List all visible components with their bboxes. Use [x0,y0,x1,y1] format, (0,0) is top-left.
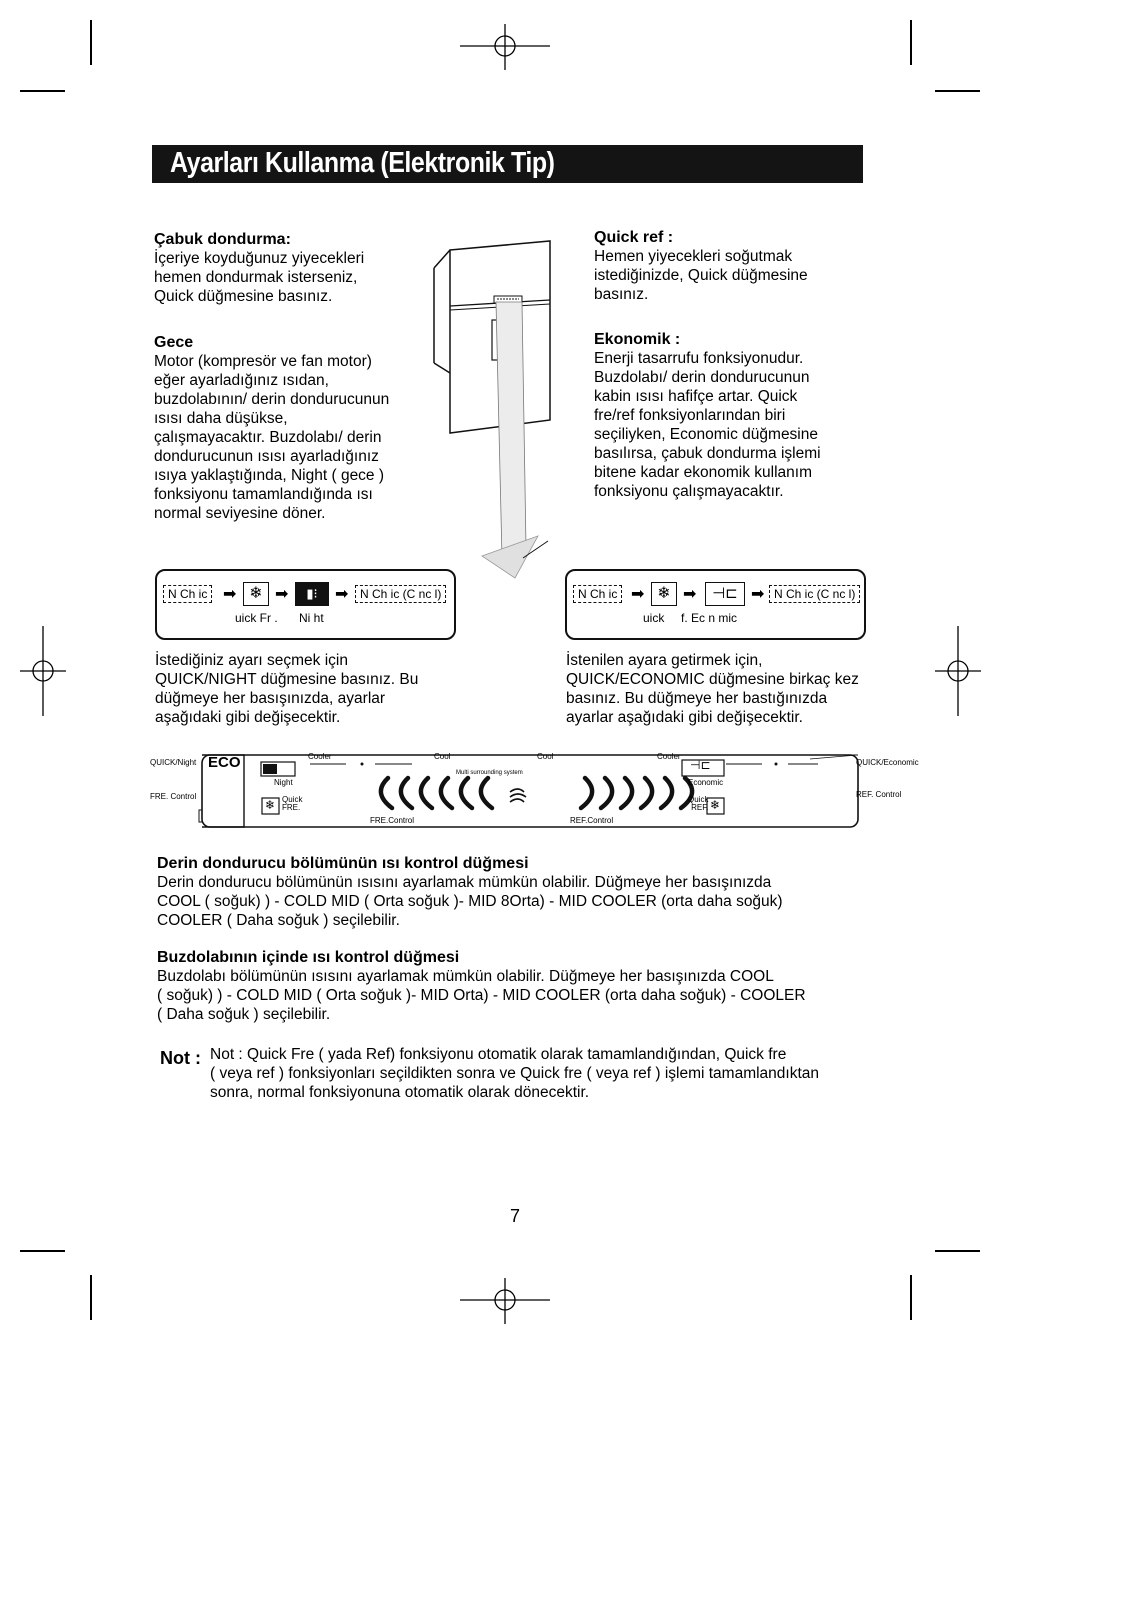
section-title: Ekonomik : [594,331,681,348]
fre-control-label: FRE. Control [150,792,197,801]
section-night [154,333,444,523]
section-body: İçeriye koyduğunuz yiyecekleri hemen dondurmak isterseniz, Quick düğmesine basınız. [154,250,365,305]
quick-economic-label: QUICK/Economic [856,758,919,767]
economic-label: Economic [688,778,724,787]
section-title: Quick ref : [594,229,674,246]
multi-surrounding-label: Multi surrounding system [456,770,523,776]
registration-mark-icon [460,1278,550,1324]
registration-mark-icon [20,626,66,716]
registration-mark-icon [935,626,981,716]
section-title: Buzdolabının içinde ısı kontrol düğmesi [157,949,460,966]
crop-mark [90,1275,92,1320]
plug-icon: ⊣⊏ [690,758,711,772]
section-quick-ref [594,228,874,304]
cool-left-label: Cool [434,752,451,761]
arrow-icon: ➡ [335,586,349,603]
snowflake-icon: ❄ [265,798,276,812]
normal-cancel-state-label: N Ch ic (C nc l) [769,585,860,603]
arrow-icon: ➡ [631,586,645,603]
eco-label: ECO [208,754,241,771]
section-title: Derin dondurucu bölümünün ısı kontrol düğmesi [157,855,529,872]
crop-mark [910,20,912,65]
night-caption: Ni ht [299,611,324,625]
normal-cancel-state-label: N Ch ic (C nc l) [355,585,446,603]
control-panel-outline [150,750,910,835]
cooler-right-label: Cooler [657,752,681,761]
section-economic [594,330,884,501]
section-quick-freeze [154,230,434,306]
section-fridge-control [157,948,897,1024]
right-instruction: İstenilen ayara getirmek için, QUICK/ECONOMIC düğmesine birkaç kez basınız. Bu düğmeye her bastığınızda ayarlar aşağıdaki gibi değişecektir. [566,652,859,726]
arrow-icon: ➡ [275,586,289,603]
cool-right-label: Cool [537,752,554,761]
quick-fre-caption: uick Fr . [235,611,278,625]
section-body: Motor (kompresör ve fan motor) eğer ayarladığınız ısıdan, buzdolabının/ derin dondurucunun ısısı daha düşükse, çalışmayacaktır. Buzdolabı/ derin dondurucunun ısısı ayarladığınız ısıya yaklaştığında, Night ( gece ) fonksiyonu tamamlandığında ısı normal seviyesine döner. [154,353,390,522]
normal-state-label: N Ch ic [573,585,622,603]
crop-mark [910,1275,912,1320]
quick-ref-label: Quick REF. [688,795,709,812]
crop-mark [90,20,92,65]
arrow-icon: ➡ [683,586,697,603]
section-body: Hemen yiyecekleri soğutmak istediğinizde, Quick düğmesine basınız. [594,248,808,303]
arrow-icon: ➡ [751,586,765,603]
arrow-icon: ➡ [223,586,237,603]
quick-night-diagram [155,569,456,640]
night-label: Night [274,778,293,787]
crop-mark [20,1250,65,1252]
section-body: Enerji tasarrufu fonksiyonudur. Buzdolabı/ derin dondurucunun kabin ısısı hafifçe artar. Quick fre/ref fonksiyonlarından biri seçiliyken, Economic düğmesine basılırsa, çabuk dondurma işlemi bitene kadar ekonomik kullanım fonksiyonu çalışmayacaktır. [594,350,821,500]
ref-control-label: REF. Control [856,790,902,799]
crop-mark [935,90,980,92]
snowflake-icon: ❄ [651,582,677,606]
section-body: Derin dondurucu bölümünün ısısını ayarlamak mümkün olabilir. Düğmeye her basışınızda COOL ( soğuk) ) - COLD MID ( Orta soğuk )- MID 8Orta) - MID COOLER (orta daha soğuk) COOLER ( Daha soğuk ) seçilebilir. [157,874,783,929]
quick-caption: uick [643,611,665,625]
refrigerator-illustration [430,238,560,588]
quick-fre-label: Quick FRE. [282,795,303,812]
page-title-bar [152,145,863,183]
crop-mark [20,90,65,92]
registration-mark-icon [460,24,550,70]
page-title: Ayarları Kullanma (Elektronik Tip) [170,147,555,179]
page-number: 7 [510,1206,521,1226]
normal-state-label: N Ch ic [163,585,212,603]
quick-economic-diagram [565,569,866,640]
left-instruction: İstediğiniz ayarı seçmek için QUICK/NIGHT düğmesine basınız. Bu düğmeye her basışınızda, ayarlar aşağıdaki gibi değişecektir. [155,652,419,726]
quick-night-label: QUICK/Night [150,758,197,767]
night-fan-icon: ▮⁝ [295,582,329,606]
ref-control-bottom-label: REF.Control [570,816,614,825]
snowflake-icon: ❄ [710,798,721,812]
snowflake-icon: ❄ [243,582,269,606]
crop-mark [935,1250,980,1252]
section-title: Çabuk dondurma: [154,231,291,248]
note-label: Not : [160,1048,201,1068]
section-body: Buzdolabı bölümünün ısısını ayarlamak mümkün olabilir. Düğmeye her basışınızda COOL ( soğuk) ) - COLD MID ( Orta soğuk )- MID Orta) - MID COOLER (orta daha soğuk) - COOLER ( Daha soğuk ) seçilebilir. [157,968,806,1023]
ref-economic-caption: f. Ec n mic [681,611,738,625]
section-freezer-control [157,854,897,930]
note-body: Not : Quick Fre ( yada Ref) fonksiyonu otomatik olarak tamamlandığından, Quick fre ( veya ref ) fonksiyonları seçildikten sonra ve Quick fre ( veya ref ) işlemi tamamlandıktan sonra, normal fonksiyonuna otomatik olarak dönecektir. [210,1046,820,1101]
fre-control-bottom-label: FRE.Control [370,816,415,825]
section-title: Gece [154,334,194,351]
control-panel-figure [150,750,919,835]
cooler-left-label: Cooler [308,752,332,761]
plug-icon: ⊣⊏ [705,582,745,606]
